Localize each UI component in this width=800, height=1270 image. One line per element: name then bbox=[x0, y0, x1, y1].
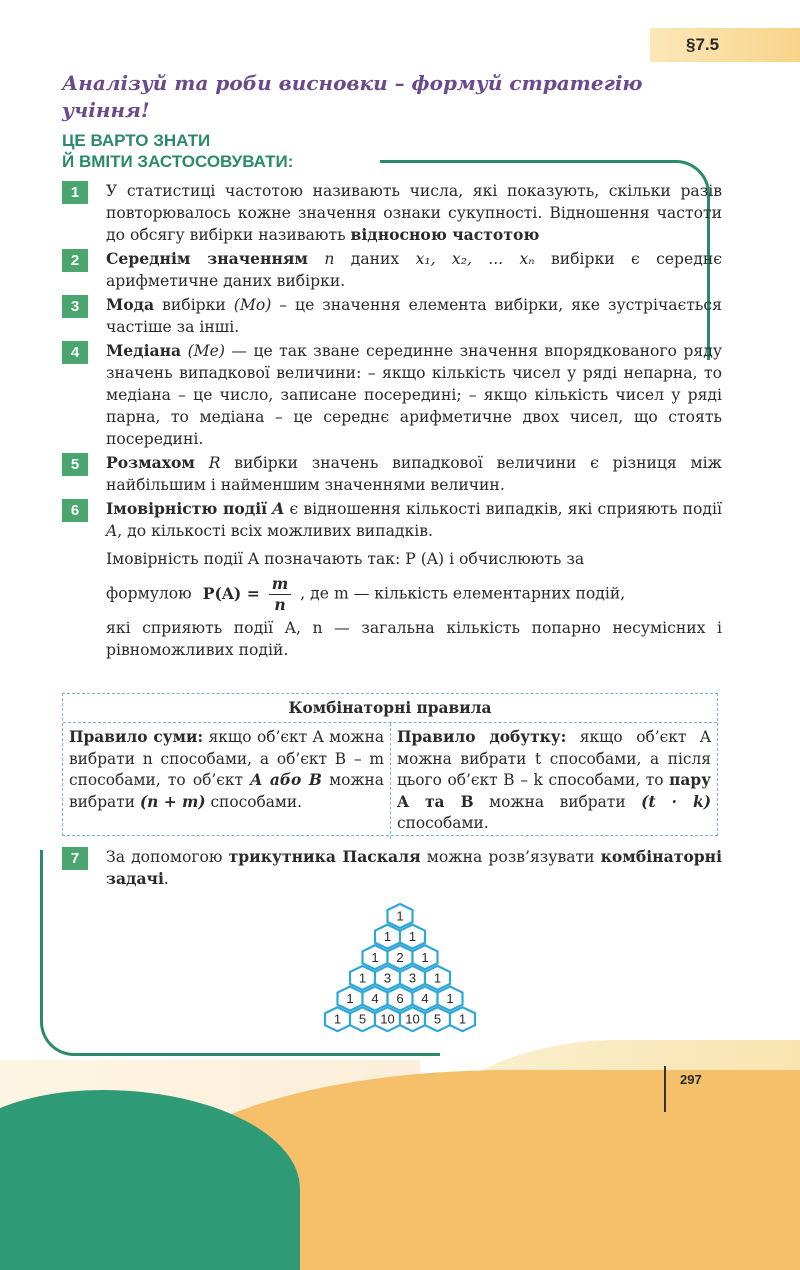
pascal-value: 1 bbox=[421, 949, 429, 965]
section-tab bbox=[650, 28, 800, 62]
pascal-value: 4 bbox=[421, 991, 429, 1007]
item7-text: можна розв’язувати bbox=[420, 848, 601, 866]
pascal-value: 1 bbox=[358, 970, 367, 986]
pascal-value: 1 bbox=[371, 949, 379, 965]
pascal-value: 5 bbox=[358, 1011, 367, 1027]
item5-term: Розмахом bbox=[106, 453, 195, 472]
sum-rule-text: можна вибрати bbox=[69, 771, 384, 811]
item2-term: Середнім значенням bbox=[106, 249, 308, 268]
item6-conclusion: які сприяють події A, n — загальна кількість попарно несумісних і рівноможливих подій. bbox=[106, 619, 722, 659]
page-number-divider bbox=[664, 1066, 666, 1112]
page-number: 297 bbox=[680, 1072, 702, 1087]
pascal-value: 10 bbox=[405, 1011, 420, 1027]
know-title-line1: ЦЕ ВАРТО ЗНАТИ bbox=[62, 131, 211, 150]
product-rule-text: способами. bbox=[397, 814, 489, 832]
item6-a: A bbox=[272, 499, 285, 518]
pascal-value: 3 bbox=[383, 970, 392, 986]
pascal-value: 1 bbox=[446, 991, 454, 1007]
pascal-value: 1 bbox=[433, 970, 442, 986]
item7-term: трикутника Паскаля bbox=[228, 847, 421, 866]
item6-formula-post: , де m — кількість елементарних подій, bbox=[300, 584, 626, 603]
item-number: 7 bbox=[62, 847, 88, 870]
item6-term: Імовірністю події bbox=[106, 499, 268, 518]
pascal-triangle bbox=[300, 902, 500, 1052]
page-headline: Аналізуй та роби висновки – формуй стратегію учіння! bbox=[62, 71, 643, 122]
sum-rule bbox=[63, 723, 390, 839]
item2-text: вибірки є середнє арифметичне даних вибірки. bbox=[106, 250, 722, 290]
list-item bbox=[62, 846, 722, 892]
pascal-value: 3 bbox=[408, 970, 417, 986]
know-title bbox=[62, 130, 293, 172]
sum-rule-text: способами. bbox=[205, 792, 303, 811]
pascal-value: 10 bbox=[380, 1011, 395, 1027]
item-number: 6 bbox=[62, 499, 88, 522]
item3-text: вибірки bbox=[154, 296, 234, 314]
list-item bbox=[62, 248, 722, 292]
product-rule-text: якщо об’єкт A можна вибрати t способами, а після цього об’єкт B – k способами, то bbox=[397, 728, 711, 789]
item3-abbr: (Mo) bbox=[233, 296, 272, 314]
item5-text: вибірки значень випадкової величини є різниця між найбільшим і найменшим значеннями величин. bbox=[106, 454, 722, 494]
list-item bbox=[62, 452, 722, 496]
pascal-value: 1 bbox=[383, 929, 392, 945]
item6-text: є відношення кількості випадків, які сприяють події bbox=[284, 500, 722, 518]
section-number: §7.5 bbox=[686, 35, 720, 54]
item-number: 5 bbox=[62, 453, 88, 476]
item1-text: У статистиці частотою називають числа, які показують, скільки разів повторювалось кожне значення ознаки сукупності. Відношення частоти до обсягу вибірки називають bbox=[106, 182, 722, 244]
product-rule bbox=[390, 723, 717, 839]
pascal-value: 1 bbox=[396, 908, 404, 924]
know-title-line2: Й ВМІТИ ЗАСТОСОВУВАТИ: bbox=[62, 152, 294, 171]
product-rule-term: пару A та B bbox=[397, 771, 711, 811]
pascal-value: 1 bbox=[458, 1011, 467, 1027]
pascal-value: 6 bbox=[396, 991, 404, 1007]
product-rule-formula: (t · k) bbox=[641, 792, 711, 811]
list-item bbox=[62, 180, 722, 246]
item4-term: Медіана bbox=[106, 341, 182, 360]
pascal-value: 1 bbox=[346, 991, 354, 1007]
sum-rule-title: Правило суми: bbox=[69, 728, 204, 746]
sum-rule-term: A або B bbox=[250, 771, 322, 789]
product-rule-text: можна вибрати bbox=[473, 792, 642, 811]
pascal-value: 4 bbox=[371, 991, 379, 1007]
item-number: 4 bbox=[62, 341, 88, 364]
item-number: 2 bbox=[62, 249, 88, 272]
formula-numerator: m bbox=[269, 574, 292, 595]
list-item bbox=[62, 294, 722, 338]
item7-text: За допомогою bbox=[106, 848, 229, 866]
formula-denominator: n bbox=[274, 595, 286, 614]
item6-formula-pre: формулою bbox=[106, 584, 192, 603]
item2-n: n bbox=[324, 250, 335, 268]
formula-lhs: P(A) = bbox=[202, 583, 260, 603]
facts-list bbox=[62, 180, 722, 663]
item3-text: – це значення елемента вибірки, яке зустрічається частіше за інші. bbox=[106, 296, 722, 336]
item4-abbr: (Me) bbox=[187, 342, 225, 360]
list-item bbox=[62, 340, 722, 450]
pascal-value: 2 bbox=[396, 949, 404, 965]
item7-text: . bbox=[163, 870, 169, 888]
pascal-value: 1 bbox=[408, 929, 417, 945]
list-item bbox=[62, 498, 722, 661]
product-rule-title: Правило добутку: bbox=[397, 728, 567, 746]
formula-fraction bbox=[269, 574, 292, 615]
item-number: 1 bbox=[62, 181, 88, 204]
item2-text bbox=[308, 250, 324, 268]
sum-rule-text: якщо об’єкт A можна вибрати n способами, а об’єкт B – m способами, то об’єкт bbox=[69, 728, 385, 789]
combinatorics-title: Комбінаторні правила bbox=[63, 694, 717, 723]
item-number: 3 bbox=[62, 295, 88, 318]
sum-rule-formula: (n + m) bbox=[139, 792, 206, 811]
pascal-value: 5 bbox=[433, 1011, 442, 1027]
item2-vars: x₁, x₂, ... xₙ bbox=[415, 250, 535, 268]
pascal-value: 1 bbox=[333, 1011, 342, 1027]
item4-text: — це так зване серединне значення впорядкованого ряду значень випадкової величини: – якщо кількість чисел у ряді непарна, то медіана – це число, записане посередині; – якщо кількість чисел у ряді парна, то медіана – це середнє арифметичне двох чисел, що стоять посередині. bbox=[106, 342, 722, 448]
item6-a2: A bbox=[106, 522, 118, 540]
item6-text: , до кількості всіх можливих випадків. bbox=[117, 522, 433, 540]
item6-notation: Імовірність події A позначають так: P (A) і обчислюють за bbox=[106, 550, 585, 568]
combinatorics-box bbox=[62, 693, 718, 836]
item7-term: комбінаторні задачі bbox=[106, 847, 722, 888]
item3-term: Мода bbox=[106, 295, 155, 314]
item1-term: відносною частотою bbox=[350, 225, 540, 244]
item2-text: даних bbox=[334, 250, 416, 268]
item5-r: R bbox=[208, 454, 221, 472]
